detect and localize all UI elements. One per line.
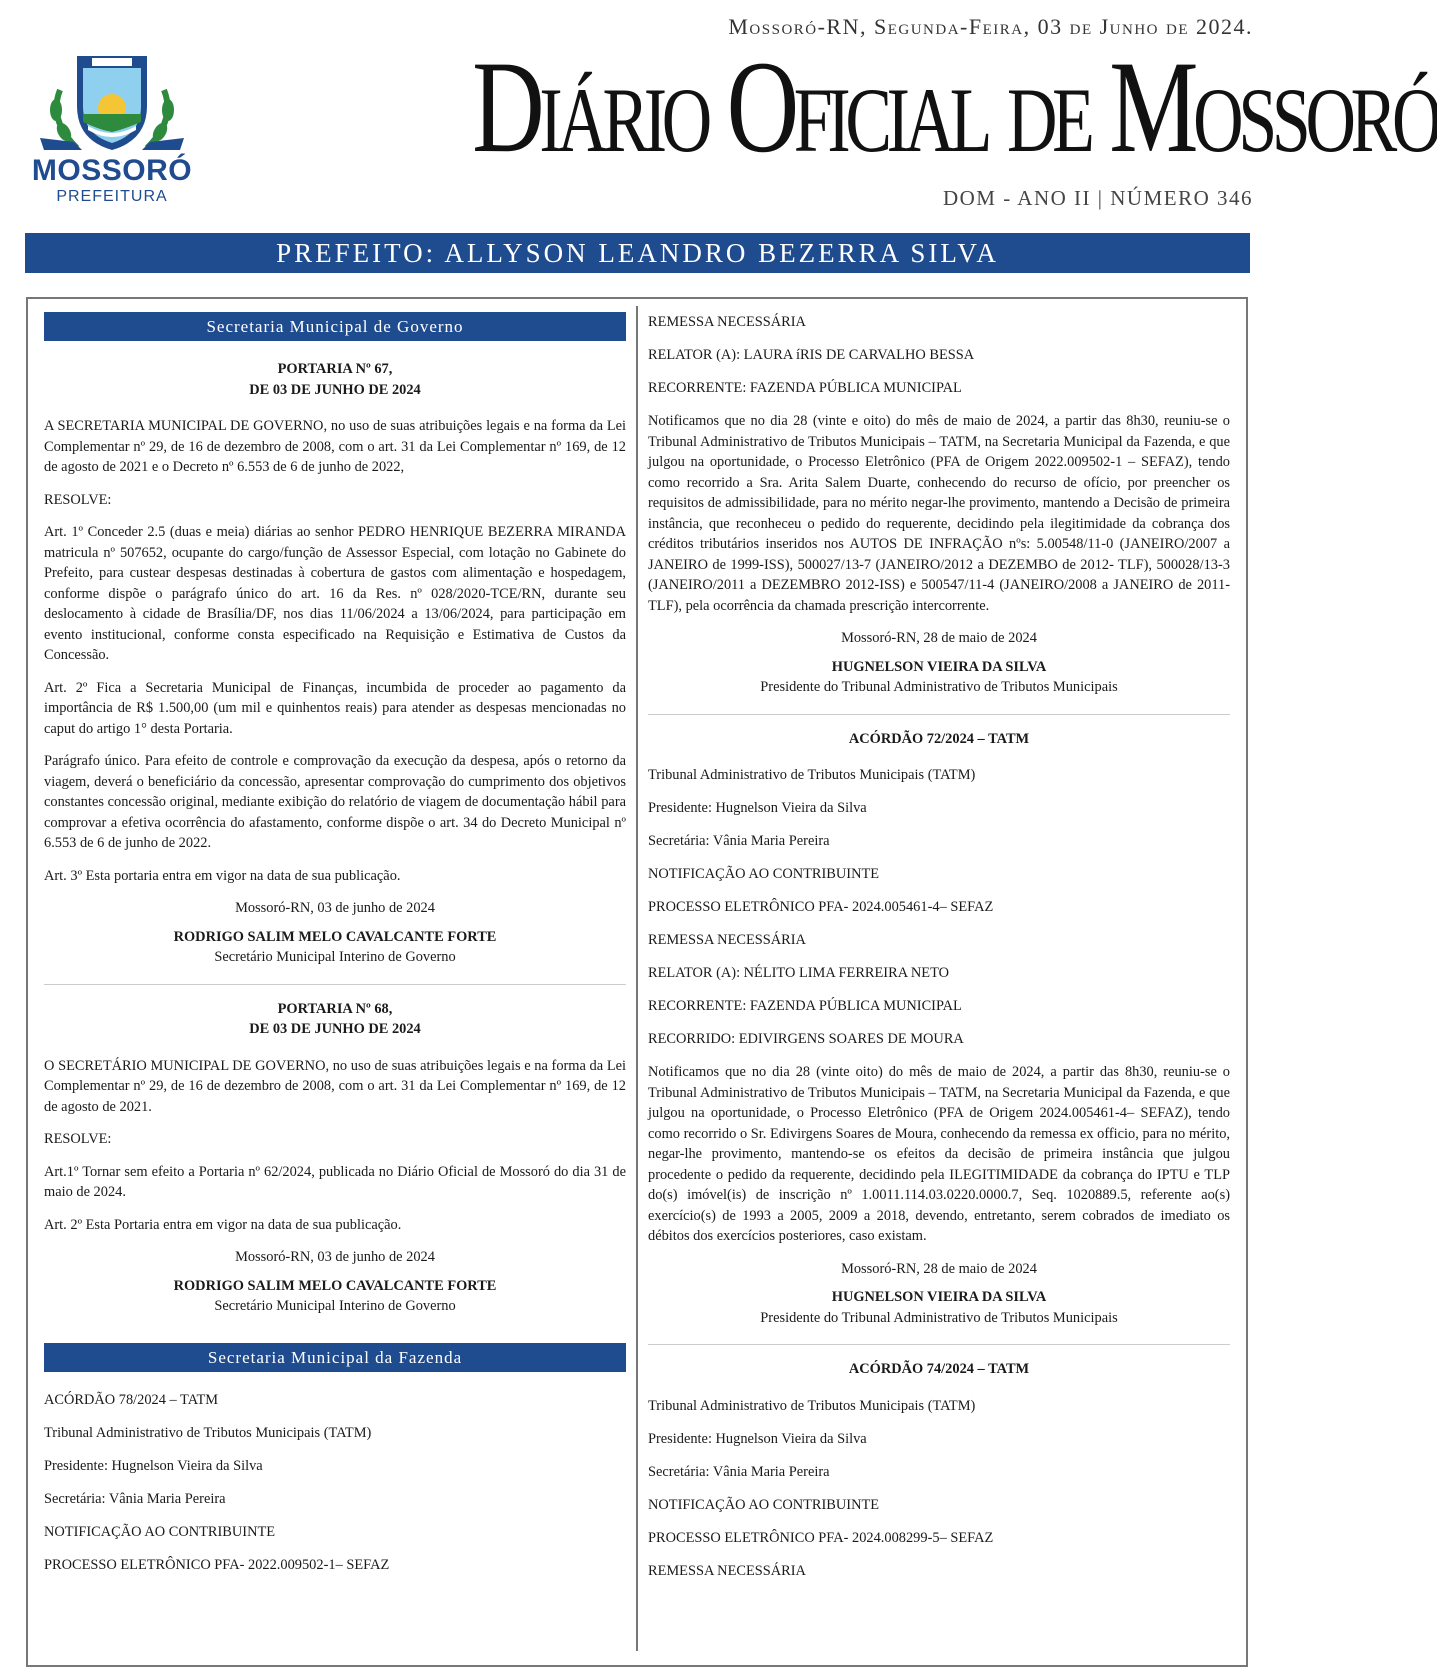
acordao-78-signature bbox=[648, 628, 1230, 698]
acordao-78-title: ACÓRDÃO 78/2024 – TATM bbox=[44, 1391, 219, 1408]
mayor-banner: PREFEITO: ALLYSON LEANDRO BEZERRA SILVA bbox=[25, 233, 1250, 273]
signer-role: Secretário Municipal Interino de Governo bbox=[214, 949, 456, 965]
publication-date: Mossoró-RN, Segunda-Feira, 03 de Junho de 2024. bbox=[728, 14, 1253, 39]
logo-city-name: MOSSORÓ bbox=[31, 154, 193, 187]
acordao-74-tribunal: Tribunal Administrativo de Tributos Municipais (TATM) bbox=[648, 1397, 976, 1414]
acordao-72-secretaria: Secretária: Vânia Maria Pereira bbox=[648, 833, 830, 849]
city-seal-icon bbox=[22, 50, 202, 154]
acordao-78-recorrente: RECORRENTE: FAZENDA PÚBLICA MUNICIPAL bbox=[648, 380, 962, 396]
acordao-72-body: Notificamos que no dia 28 (vinte oito) do mês de maio de 2024, a partir das 8h30, reuniu-se o Tribunal Administrativo de Tributos Municipais – TATM, na Secretaria Municipal da Fazenda, e que julgou na oportunidade, o Processo Eletrônico (PFA de Origem 2024.005461-4– SEFAZ), tendo como recorrido o Sr. Edivirgens Soares de Moura, conhecendo da remessa ex officio, para no mérito, negar-lhe provimento, mantendo-se os efeitos da decisão de primeira instância que julgou procedente o pedido da requerente, decidindo pela ILEGITIMIDADE da cobrança do IPTU e TLP do(s) imóvel(is) de inscrição nº 1.0011.114.03.0220.0000.7, Seq. 1020889.5, referente ao(s) exercício(s) de 1993 a 2005, 2009 a 2018, devendo, entretanto, serem cobrados de imediato os débitos dos exercícios posteriores, caso existam. bbox=[648, 1064, 1230, 1244]
acordao-72-recorrido: RECORRIDO: EDIVIRGENS SOARES DE MOURA bbox=[648, 1031, 964, 1047]
acordao-78-processo: PROCESSO ELETRÔNICO PFA- 2022.009502-1– SEFAZ bbox=[44, 1556, 390, 1573]
acordao-78-remessa: REMESSA NECESSÁRIA bbox=[648, 314, 806, 330]
signer-name: RODRIGO SALIM MELO CAVALCANTE FORTE bbox=[173, 928, 497, 945]
acordao-72-remessa: REMESSA NECESSÁRIA bbox=[648, 932, 806, 948]
acordao-78-secretaria: Secretária: Vânia Maria Pereira bbox=[44, 1490, 226, 1507]
portaria-67-number: PORTARIA Nº 67, bbox=[277, 361, 393, 377]
portaria-67-resolve: RESOLVE: bbox=[44, 491, 112, 508]
portaria-67-intro: A SECRETARIA MUNICIPAL DE GOVERNO, no uso de suas atribuições legais e na forma da Lei Complementar nº 29, de 16 de dezembro de 2008, com o art. 31 da Lei Complementar nº 169, de 12 de agosto de 2021 e o Decreto nº 6.553 de 6 de junho de 2022, bbox=[44, 418, 626, 475]
prefeitura-logo bbox=[22, 50, 202, 210]
column-divider bbox=[636, 306, 638, 1651]
portaria-67-art1: Art. 1º Conceder 2.5 (duas e meia) diárias ao senhor PEDRO HENRIQUE BEZERRA MIRANDA matricula nº 507652, ocupante do cargo/função de Assessor Especial, com lotação no Gabinete do Prefeito, para custear despesas destinadas à cobertura de gastos com alimentação e hospedagem, conforme dispõe o parágrafo único do art. 16 da Res. nº 028/2020-TCE/RN, durante seu deslocamento à cidade de Brasília/DF, nos dias 11/06/2024 a 13/06/2024, para participação em evento institucional, conforme consta especificado na Requisição e Estimativa de Custos da Concessão. bbox=[44, 524, 626, 663]
acordao-74-notificacao: NOTIFICAÇÃO AO CONTRIBUINTE bbox=[648, 1496, 880, 1513]
right-column bbox=[648, 312, 1230, 1594]
acordao-78-body: Notificamos que no dia 28 (vinte e oito) do mês de maio de 2024, a partir das 8h30, reuniu-se o Tribunal Administrativo de Tributos Municipais – TATM, na Secretaria Municipal da Fazenda, e que julgou na oportunidade, o Processo Eletrônico (PFA de Origem 2022.009502-1 – SEFAZ), tendo como recorrido a Sra. Arita Salem Duarte, conhecendo do recurso de ofício, por preencher os requisitos de admissibilidade, para no mérito negar-lhe provimento, mantendo a Decisão de primeira instância, que reconheceu o pedido do requerente, decidindo pela ilegitimidade da cobrança dos créditos tributários inseridos nos AUTOS DE INFRAÇÃO nºs: 5.00548/11-0 (JANEIRO/2007 a JANEIRO de 1999-ISS), 500027/13-7 (JANEIRO/2012 a DEZEMBO de 2012- TLF), 500028/13-3 (JANEIRO/2011 a DEZEMBRO 2012-ISS) e 500547/11-4 (JANEIRO/2008 a JANEIRO de 2011-TLF), pela ocorrência da chamada prescrição intercorrente. bbox=[648, 413, 1230, 614]
portaria-67-signature bbox=[44, 898, 626, 968]
signer-role: Presidente do Tribunal Administrativo de Tributos Municipais bbox=[760, 1309, 1118, 1326]
acordao-78-notificacao: NOTIFICAÇÃO AO CONTRIBUINTE bbox=[44, 1523, 276, 1540]
separator bbox=[648, 714, 1230, 715]
acordao-78-tribunal: Tribunal Administrativo de Tributos Municipais (TATM) bbox=[44, 1424, 372, 1441]
acordao-78-relator: RELATOR (A): LAURA íRIS DE CARVALHO BESSA bbox=[648, 347, 975, 363]
signer-name: RODRIGO SALIM MELO CAVALCANTE FORTE bbox=[173, 1277, 497, 1294]
signer-name: HUGNELSON VIEIRA DA SILVA bbox=[831, 1289, 1047, 1305]
acordao-72-relator: RELATOR (A): NÉLITO LIMA FERREIRA NETO bbox=[648, 965, 949, 981]
signer-role: Secretário Municipal Interino de Governo bbox=[214, 1298, 456, 1314]
signature-place-date: Mossoró-RN, 03 de junho de 2024 bbox=[235, 900, 435, 916]
acordao-78-presidente: Presidente: Hugnelson Vieira da Silva bbox=[44, 1457, 263, 1474]
acordao-74-secretaria: Secretária: Vânia Maria Pereira bbox=[648, 1463, 830, 1480]
portaria-67-date: DE 03 DE JUNHO DE 2024 bbox=[249, 381, 421, 398]
signature-place-date: Mossoró-RN, 28 de maio de 2024 bbox=[841, 630, 1037, 646]
acordao-72-processo: PROCESSO ELETRÔNICO PFA- 2024.005461-4– SEFAZ bbox=[648, 899, 994, 915]
acordao-74-title: ACÓRDÃO 74/2024 – TATM bbox=[848, 1361, 1030, 1377]
portaria-68-intro: O SECRETÁRIO MUNICIPAL DE GOVERNO, no uso de suas atribuições legais e na forma da Lei Complementar nº 29, de 16 de dezembro de 2008, com o art. 31 da Lei Complementar nº 169, de 12 de agosto de 2021. bbox=[44, 1057, 626, 1115]
masthead bbox=[0, 0, 1437, 230]
portaria-67-art2: Art. 2º Fica a Secretaria Municipal de Finanças, incumbida de proceder ao pagamento da importância de R$ 1.500,00 (um mil e quinhentos reais) para atender as despesas mencionadas no caput do artigo 1° desta Portaria. bbox=[44, 679, 626, 737]
separator bbox=[44, 984, 626, 985]
left-column bbox=[44, 312, 626, 1588]
acordao-74-presidente: Presidente: Hugnelson Vieira da Silva bbox=[648, 1430, 867, 1447]
section-header-governo: Secretaria Municipal de Governo bbox=[44, 312, 626, 341]
signature-place-date: Mossoró-RN, 03 de junho de 2024 bbox=[235, 1249, 435, 1265]
acordao-74-processo: PROCESSO ELETRÔNICO PFA- 2024.008299-5– SEFAZ bbox=[648, 1529, 994, 1546]
portaria-68-resolve: RESOLVE: bbox=[44, 1131, 112, 1147]
portaria-67-paragrafo: Parágrafo único. Para efeito de controle e comprovação da execução da despesa, após o retorno da viagem, deverá o beneficiário da concessão, apresentar comprovação do cumprimento dos objetivos constantes concessão original, mediante exibição do relatório de viagem de documentação hábil para comprovar a efetiva ocorrência do afastamento, conforme dispõe o art. 34 do Decreto Municipal nº 6.553 de 6 de junho de 2022. bbox=[44, 753, 626, 851]
acordao-74-remessa: REMESSA NECESSÁRIA bbox=[648, 1562, 806, 1579]
logo-subtitle: PREFEITURA bbox=[56, 188, 168, 205]
acordao-72-recorrente: RECORRENTE: FAZENDA PÚBLICA MUNICIPAL bbox=[648, 998, 962, 1014]
separator bbox=[648, 1344, 1230, 1345]
newspaper-title: Diário Oficial de Mossoró bbox=[472, 33, 1437, 180]
acordao-72-notificacao: NOTIFICAÇÃO AO CONTRIBUINTE bbox=[648, 866, 880, 882]
signer-role: Presidente do Tribunal Administrativo de Tributos Municipais bbox=[760, 679, 1118, 695]
portaria-67-title bbox=[44, 359, 626, 400]
acordao-72-presidente: Presidente: Hugnelson Vieira da Silva bbox=[648, 800, 867, 816]
acordao-72-signature bbox=[648, 1259, 1230, 1329]
portaria-67-art3: Art. 3º Esta portaria entra em vigor na data de sua publicação. bbox=[44, 867, 401, 884]
signer-name: HUGNELSON VIEIRA DA SILVA bbox=[831, 658, 1047, 675]
acordao-72-title: ACÓRDÃO 72/2024 – TATM bbox=[848, 730, 1030, 747]
portaria-68-art1: Art.1º Tornar sem efeito a Portaria nº 62/2024, publicada no Diário Oficial de Mossoró do dia 31 de maio de 2024. bbox=[44, 1163, 626, 1200]
portaria-68-title bbox=[44, 999, 626, 1040]
portaria-68-date: DE 03 DE JUNHO DE 2024 bbox=[249, 1021, 421, 1037]
acordao-72-tribunal: Tribunal Administrativo de Tributos Municipais (TATM) bbox=[648, 767, 976, 783]
edition-number: DOM - ANO II | NÚMERO 346 bbox=[942, 186, 1253, 210]
portaria-68-signature bbox=[44, 1247, 626, 1317]
portaria-68-number: PORTARIA Nº 68, bbox=[277, 1000, 393, 1017]
section-header-fazenda: Secretaria Municipal da Fazenda bbox=[44, 1343, 626, 1372]
signature-place-date: Mossoró-RN, 28 de maio de 2024 bbox=[841, 1260, 1037, 1277]
portaria-68-art2: Art. 2º Esta Portaria entra em vigor na data de sua publicação. bbox=[44, 1216, 402, 1233]
